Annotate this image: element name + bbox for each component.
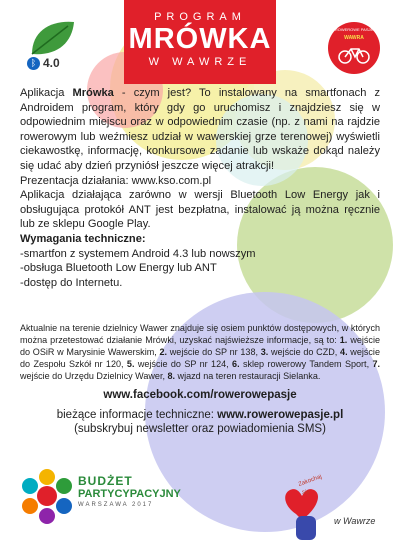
- app-description: Aplikacja działająca zarówno w wersji Bluetooth Low Energy jak i obsługująca protokół ANT jest bezpłatna, instalować ją można ręcznie lub ze sklepu Google Play.: [20, 189, 380, 231]
- tech-info: [0, 408, 400, 436]
- bicycle-icon: [338, 46, 370, 64]
- zakochaj-line3: w Wawrze: [334, 516, 376, 526]
- bike-logo-line1: ROWEROWE PASJE: [334, 27, 374, 32]
- heart-figure-icon: [276, 476, 336, 544]
- budzet-flower-icon: [18, 468, 76, 528]
- header-title: MRÓWKA: [128, 23, 272, 55]
- requirements-title: Wymagania techniczne:: [20, 232, 146, 245]
- zakochaj-line2: się: [302, 490, 310, 496]
- bluetooth-icon: ᛒ: [27, 57, 40, 70]
- website-link[interactable]: www.rowerowepasje.pl: [217, 409, 344, 421]
- intro-paragraph: Aplikacja Mrówka - czym jest? To instalowany na smartfonach z Androidem program, który gdy go uruchomisz i znajdziesz się w odpowiednim miejscu oraz w odpowiednim czasie (np. z nami na rajdzie rowerowym lub weźmiesz udział w wawerskiej grze terenowej) wyświetli ciekawostkę, informację, konkursowe zadanie lub wskaże dokąd należy się udać aby dzień przyniósł jeszcze więcej atrakcji!: [20, 87, 381, 172]
- access-points-paragraph: Aktualnie na terenie dzielnicy Wawer znajduje się osiem punktów dostępowych, w których można przetestować działanie Mrówki, uzyskać najświeższe informacje, są to: 1. wejście do OSiR w Marysinie Wawerskim, 2. wejście do SP nr 138, 3. wejście do CZD, 4. wejście do Zespołu Szkół nr 120, 5. wejście do SP nr 124, 6. sklep rowerowy Tandem Sport, 7. wejście do Urzędu Dzielnicy Wawer, 8. wjazd na teren restauracji Sielanka.: [20, 323, 381, 381]
- requirement-item: -smartfon z systemem Android 4.3 lub nowszym: [20, 247, 256, 260]
- header-line3: W WAWRZE: [148, 56, 252, 68]
- requirement-item: -dostęp do Internetu.: [20, 276, 123, 289]
- facebook-link[interactable]: www.facebook.com/rowerowepasje: [103, 389, 297, 401]
- newsletter-note: (subskrybuj newsletter oraz powiadomienia SMS): [74, 423, 326, 435]
- rowerowe-pasje-logo: [328, 22, 380, 74]
- zakochaj-sie-w-wawrze-logo: [276, 476, 386, 546]
- bluetooth-badge: [27, 56, 60, 70]
- bluetooth-version: 4.0: [43, 56, 60, 70]
- budzet-partycypacyjny-logo: [18, 468, 181, 533]
- tech-label: bieżące informacje techniczne:: [56, 409, 218, 421]
- app-name: Mrówka: [72, 87, 114, 99]
- bike-logo-line2: WAWRA: [344, 35, 364, 41]
- budzet-line3: WARSZAWA 2017: [78, 502, 154, 508]
- budzet-line2: PARTYCYPACYJNY: [78, 488, 181, 500]
- presentation-link[interactable]: Prezentacja działania: www.kso.com.pl: [20, 174, 212, 187]
- budzet-line1: BUDŻET: [78, 474, 133, 488]
- header-line1: PROGRAM: [154, 11, 246, 23]
- requirement-item: -obsługa Bluetooth Low Energy lub ANT: [20, 262, 217, 275]
- program-header: [124, 0, 276, 84]
- zakochaj-line1: Zakochaj: [297, 474, 323, 488]
- intro-section: [20, 86, 380, 290]
